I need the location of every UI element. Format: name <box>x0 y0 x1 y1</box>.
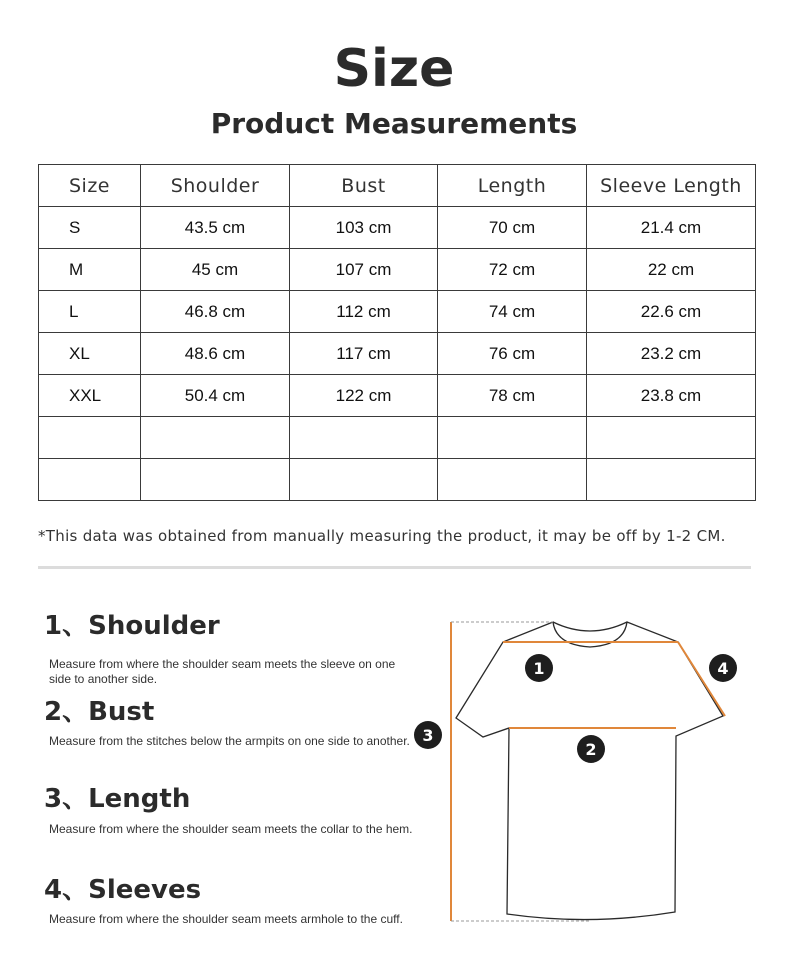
size-cell: S <box>39 207 141 249</box>
bust-cell: 122 cm <box>290 375 438 417</box>
size-cell: XXL <box>39 375 141 417</box>
sleeves-heading: 4、Sleeves <box>44 875 202 905</box>
empty-cell <box>290 417 438 459</box>
bust-heading: 2、Bust <box>44 697 155 727</box>
bust-cell: 107 cm <box>290 249 438 291</box>
bust-description: Measure from the stitches below the armpits on one side to another. <box>49 734 410 748</box>
table-row <box>39 207 756 249</box>
bust-cell: 117 cm <box>290 333 438 375</box>
length-cell: 70 cm <box>438 207 587 249</box>
marker-length <box>414 721 442 749</box>
shoulder-cell: 43.5 cm <box>141 207 290 249</box>
table-row <box>39 333 756 375</box>
length-heading: 3、Length <box>44 784 191 814</box>
page-subtitle: Product Measurements <box>210 107 578 140</box>
bust-cell: 112 cm <box>290 291 438 333</box>
length-cell: 78 cm <box>438 375 587 417</box>
marker-shoulder-label: 1 <box>533 659 545 678</box>
size-cell: M <box>39 249 141 291</box>
shoulder-cell: 48.6 cm <box>141 333 290 375</box>
size-chart-table <box>38 164 756 501</box>
sleeve-length-cell: 22 cm <box>587 249 756 291</box>
shoulder-cell: 45 cm <box>141 249 290 291</box>
marker-bust-label: 2 <box>585 740 597 759</box>
marker-length-label: 3 <box>422 726 434 745</box>
marker-sleeves-label: 4 <box>717 659 729 678</box>
length-cell: 74 cm <box>438 291 587 333</box>
marker-shoulder <box>525 654 553 682</box>
empty-cell <box>39 459 141 501</box>
column-header-sleeve-length: Sleeve Length <box>587 165 756 207</box>
empty-cell <box>39 417 141 459</box>
shoulder-cell: 50.4 cm <box>141 375 290 417</box>
empty-cell <box>587 459 756 501</box>
shoulder-description: Measure from where the shoulder seam meets the sleeve on one side to another side. <box>49 657 396 686</box>
tshirt-measurement-diagram <box>410 610 750 930</box>
empty-cell <box>438 417 587 459</box>
marker-bust <box>577 735 605 763</box>
column-header-bust: Bust <box>290 165 438 207</box>
table-row-empty <box>39 459 756 501</box>
length-cell: 76 cm <box>438 333 587 375</box>
empty-cell <box>290 459 438 501</box>
sleeve-length-cell: 23.8 cm <box>587 375 756 417</box>
length-cell: 72 cm <box>438 249 587 291</box>
empty-cell <box>141 417 290 459</box>
column-header-length: Length <box>438 165 587 207</box>
sleeve-length-cell: 21.4 cm <box>587 207 756 249</box>
section-divider <box>38 566 751 569</box>
table-row <box>39 375 756 417</box>
empty-cell <box>141 459 290 501</box>
empty-cell <box>438 459 587 501</box>
column-header-size: Size <box>39 165 141 207</box>
sleeve-length-cell: 22.6 cm <box>587 291 756 333</box>
tshirt-outline <box>456 622 723 920</box>
sleeves-description: Measure from where the shoulder seam meets armhole to the cuff. <box>49 912 403 926</box>
table-row <box>39 249 756 291</box>
empty-cell <box>587 417 756 459</box>
size-cell: L <box>39 291 141 333</box>
table-header-row <box>39 165 756 207</box>
measurement-disclaimer: *This data was obtained from manually measuring the product, it may be off by 1-2 CM. <box>38 527 726 545</box>
shoulder-cell: 46.8 cm <box>141 291 290 333</box>
length-description: Measure from where the shoulder seam meets the collar to the hem. <box>49 822 413 836</box>
table-row-empty <box>39 417 756 459</box>
bust-cell: 103 cm <box>290 207 438 249</box>
shoulder-heading: 1、Shoulder <box>44 611 220 641</box>
column-header-shoulder: Shoulder <box>141 165 290 207</box>
sleeve-length-cell: 23.2 cm <box>587 333 756 375</box>
table-row <box>39 291 756 333</box>
marker-sleeves <box>709 654 737 682</box>
size-cell: XL <box>39 333 141 375</box>
page-title: Size <box>333 39 455 99</box>
